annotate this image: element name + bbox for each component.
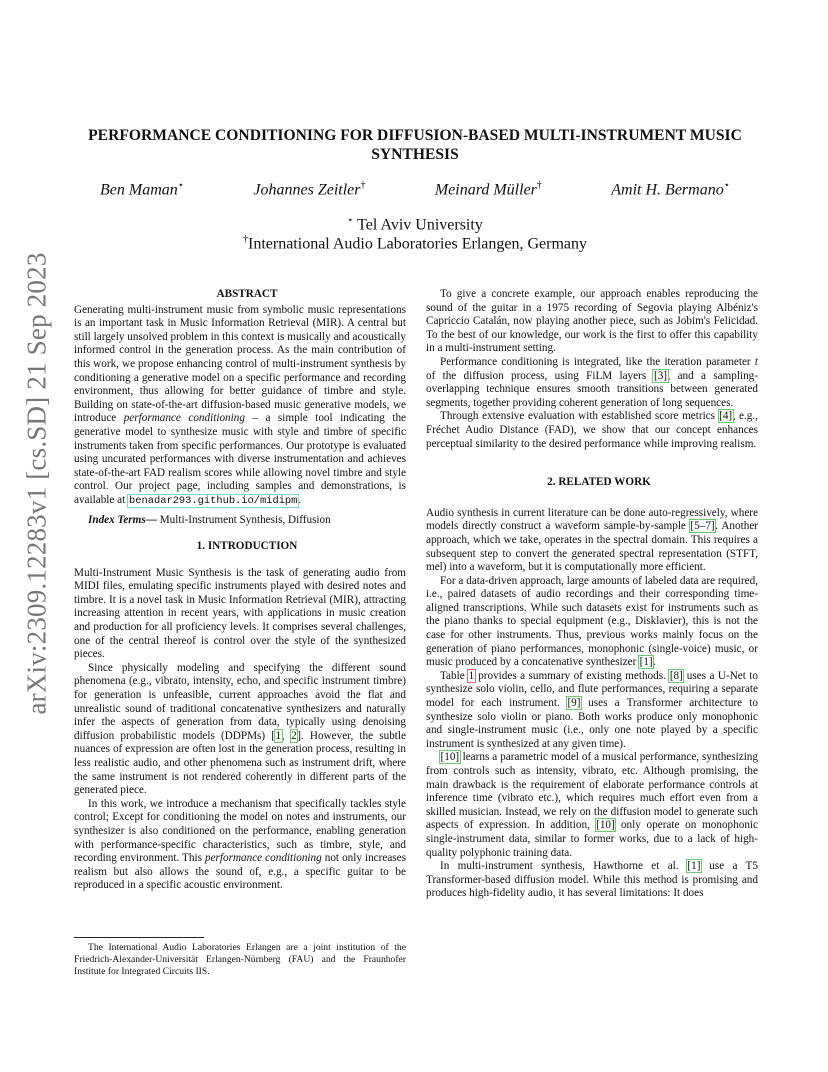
citation-link[interactable]: [8]	[669, 669, 683, 682]
footnote-rule	[74, 937, 204, 938]
abstract-text: Generating multi-instrument music from symbolic music representations is an important task in Music Information Retrieval (MIR). A central but still largely unsolved problem in this context is musically and acoustically informed control in the generation process. As the main contribution of this work, we propose enhancing control of multi-instrument synthesis by conditioning a generative model on a specific performance and recording environment, thus allowing for better guidance of timbre and style. Building on state-of-the-art diffusion-based music generative models, we introduce performance conditioning – a simple tool indicating the generative model to synthesize music with style and timbre of specific instruments taken from specific performances. Our prototype is evaluated using uncurated performances with diverse instrumentation and achieves state-of-the-art FAD realism scores while allowing novel timbre and style control. Our project page, including samples and demonstrations, is available at benadar293.github.io/midipm.	[74, 303, 406, 507]
affiliation-audiolabs: †International Audio Laboratories Erlangen, Germany	[243, 234, 587, 253]
author: Johannes Zeitler†	[253, 180, 366, 199]
citation-link[interactable]: [10]	[440, 751, 460, 764]
author: Amit H. Bermano⋆	[611, 180, 730, 199]
citation-link[interactable]: [1]	[639, 656, 653, 669]
affiliation-tel-aviv: ⋆ Tel Aviv University	[347, 215, 483, 234]
citation-link[interactable]: [10]	[596, 819, 615, 832]
citation-link[interactable]: [9]	[567, 697, 581, 710]
body-paragraph: Through extensive evaluation with established score metrics [4], e.g., Fréchet Audio Distance (FAD), we show that our concept enhances perceptual similarity to the desired performance while improving realism.	[426, 410, 758, 450]
body-paragraph: To give a concrete example, our approach enables reproducing the sound of the guitar in a 1975 recording of Segovia playing Albéniz's Capriccio Catalán, now playing another piece, such as Jobim's Felicidad. To the best of our knowledge, our work is the first to offer this capability in a multi-instrument setting.	[426, 288, 758, 355]
citation-link[interactable]: 2	[291, 729, 297, 742]
related-paragraph: [10] learns a parametric model of a musical performance, synthesizing from controls such as intensity, vibrato, etc. Although promising, the main drawback is the requirement of elaborate performance controls at inference time (vibrato etc.), which requires much effort even from a skilled musician. Instead, we rely on the diffusion model to generate such aspects of expression. In addition, [10] only operate on monophonic single-instrument data, similar to former works, due to a lack of high-quality polyphonic training data.	[426, 751, 758, 859]
related-paragraph: In multi-instrument synthesis, Hawthorne et al. [1] use a T5 Transformer-based diffusion model. While this method is promising and produces high-fidelity audio, it has several limitations: It does	[426, 860, 758, 900]
index-terms: Index Terms— Multi-Instrument Synthesis, Diffusion	[88, 513, 331, 526]
related-paragraph: For a data-driven approach, large amounts of labeled data are required, i.e., paired datasets of audio recordings and their corresponding time-aligned transcriptions. While such datasets exist for instruments such as the piano thanks to special equipment (e.g., Disklavier), this is not the case for other instruments. Thus, previous works mainly focus on the generation of piano performances, monophonic (single-voice) music, or music produced by a concatenative synthesizer [1].	[426, 574, 758, 669]
citation-link[interactable]: [5–7]	[690, 520, 715, 533]
related-work-heading: 2. RELATED WORK	[547, 476, 651, 489]
abstract-heading: ABSTRACT	[216, 288, 278, 300]
citation-link[interactable]: [4]	[719, 410, 733, 423]
author: Ben Maman⋆	[100, 180, 185, 199]
paper-title: PERFORMANCE CONDITIONING FOR DIFFUSION-BASED MULTI-INSTRUMENT MUSIC SYNTHESIS	[88, 127, 742, 163]
intro-paragraph: Since physically modeling and specifying the different sound phenomena (e.g., vibrato, intensity, echo, and specific instrument timbre) for generation is unfeasible, current approaches avoid the flat and unrealistic sound of traditional concatenative synthesizers and naturally infer the aspects of generation from data, typically using denoising diffusion probabilistic models (DDPMs) [1, 2]. However, the subtle nuances of expression are often lost in the generation process, resulting in less realistic audio, and other phenomena such as instrument drift, where the same instrument is not rendered coherently in different parts of the generated piece.	[74, 661, 406, 797]
left-column	[74, 288, 406, 893]
body-paragraph: Performance conditioning is integrated, like the iteration parameter t of the diffusion process, using FiLM layers [3], and a sampling-overlapping technique ensures smooth transitions between generated segments, together providing coherent generation of long sequences.	[426, 355, 758, 409]
citation-link[interactable]: 1	[275, 729, 282, 742]
related-paragraph: Audio synthesis in current literature can be done auto-regressively, where models directly construct a waveform sample-by-sample [5–7]. Another approach, which we take, operates in the spectral domain. This requires a subsequent step to convert the generated spectral representation (STFT, mel) into a waveform, but it is computationally more efficient.	[426, 506, 759, 574]
author-list	[100, 180, 730, 199]
citation-link[interactable]: [1]	[687, 860, 701, 873]
intro-paragraph: In this work, we introduce a mechanism that specifically tackles style control; Except for conditioning the model on notes and instruments, our synthesizer is also conditioned on the performance, enabling generation with performance-specific characteristics, such as timbre, style, and recording environment. This performance conditioning not only increases realism but also allows the sound of, e.g., a specific guitar to be reproduced in a specific acoustic environment.	[74, 797, 406, 892]
introduction-heading: 1. INTRODUCTION	[196, 540, 298, 553]
intro-paragraph: Multi-Instrument Music Synthesis is the task of generating audio from MIDI files, emulating specific instruments played with desired notes and timbre. It is a novel task in Music Information Retrieval (MIR), attracting increasing attention in recent years, with applications in music creation and production for all proficiency levels. It comprises several challenges, one of the central thereof is control over the style of the synthesized pieces.	[74, 566, 406, 661]
project-page-link[interactable]: benadar293.github.io/midipm	[129, 494, 298, 507]
arxiv-identifier: arXiv:2309.12283v1 [cs.SD] 21 Sep 2023	[21, 251, 52, 715]
citation-link[interactable]: [3]	[653, 369, 668, 382]
footnote: The International Audio Laboratories Erlangen are a joint institution of the Friedrich-Alexander-Universität Erlangen-Nürnberg (FAU) and the Fraunhofer Institute for Integrated Circuits IIS.	[74, 942, 406, 977]
author: Meinard Müller†	[434, 180, 542, 199]
related-paragraph: Table 1 provides a summary of existing methods. [8] uses a U-Net to synthesize solo violin, cello, and flute performances, requiring a separate model for each instrument. [9] uses a Transformer architecture to synthesize solo violin or piano. Both works produce only monophonic and single-instrument music (i.e., only one note played by a specific instrument is synthesized at any given time).	[426, 669, 758, 750]
table-reference-link[interactable]: 1	[468, 669, 475, 682]
right-column	[426, 288, 758, 901]
arxiv-identifier-sidebar	[21, 251, 52, 715]
